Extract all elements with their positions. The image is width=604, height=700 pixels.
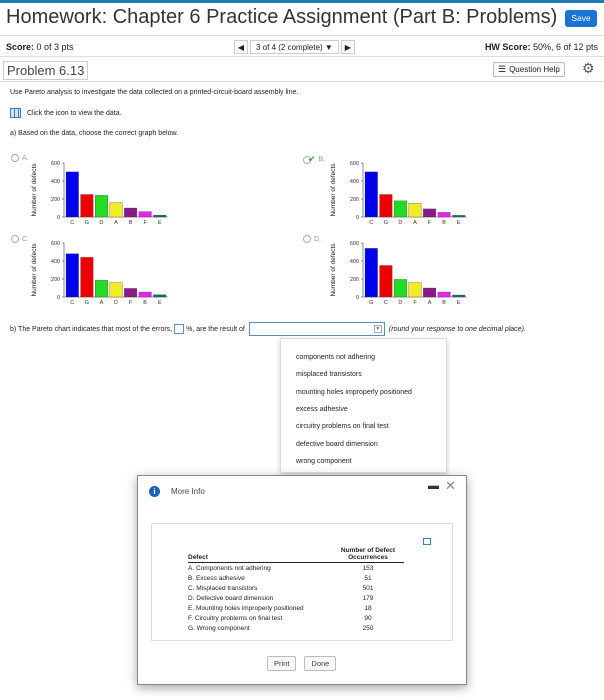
dialog-title: More Info: [171, 487, 205, 496]
x-tick-label: F: [143, 220, 147, 226]
table-row: E. Mounting holes improperly positioned 18: [188, 605, 372, 612]
y-axis-label: Number of defects: [330, 163, 337, 217]
option-c-radio[interactable]: C.: [11, 235, 29, 243]
x-tick-label: C: [70, 300, 75, 306]
bar-A: [409, 203, 422, 217]
dropdown-option[interactable]: excess adhesive: [296, 406, 348, 413]
x-tick-label: F: [427, 220, 432, 226]
option-d-radio[interactable]: D.: [303, 235, 321, 243]
bar-B: [124, 208, 137, 217]
bar-A: [423, 288, 436, 297]
more-info-dialog: [137, 475, 467, 685]
data-table-panel: [151, 523, 453, 641]
save-button[interactable]: Save: [565, 10, 597, 27]
previous-question-button[interactable]: ◀: [234, 40, 248, 54]
score: Score: 0 of 3 pts: [6, 42, 74, 52]
y-tick-label: 400: [349, 259, 359, 265]
bar-F: [124, 288, 137, 297]
y-tick-label: 0: [56, 295, 60, 301]
cause-dropdown[interactable]: [249, 322, 385, 336]
x-tick-label: A: [114, 220, 118, 226]
next-question-button[interactable]: ▶: [341, 40, 355, 54]
bar-C: [66, 172, 79, 217]
checkmark-icon: ✔: [308, 154, 316, 164]
hw-score: HW Score: 50%, 6 of 12 pts: [484, 42, 598, 52]
x-tick-label: C: [70, 220, 75, 226]
y-tick-label: 400: [349, 179, 359, 185]
dialog-buttons: [267, 656, 336, 671]
y-tick-label: 600: [349, 241, 359, 247]
y-tick-label: 600: [50, 161, 60, 167]
option-b-radio[interactable]: ✔ B.: [303, 154, 325, 165]
bar-E: [452, 295, 465, 297]
bar-E: [452, 215, 465, 217]
radio-button[interactable]: [11, 154, 19, 162]
bar-F: [423, 209, 436, 217]
x-tick-label: F: [413, 300, 417, 306]
x-tick-label: A: [99, 300, 104, 306]
x-tick-label: G: [383, 220, 388, 226]
pareto-chart-a: [30, 155, 170, 227]
y-tick-label: 200: [50, 277, 60, 283]
bar-G: [81, 195, 94, 218]
x-tick-label: G: [84, 300, 89, 306]
bar-F: [139, 212, 152, 217]
table-row: F. Circuitry problems on final test 90: [188, 615, 372, 622]
column-header-defect: Defect: [188, 554, 208, 561]
page-title: Homework: Chapter 6 Practice Assignment (Part B: Problems): [6, 6, 558, 28]
chart-svg: [30, 155, 170, 227]
defect-table: [188, 547, 404, 634]
x-tick-label: A: [413, 220, 417, 226]
table-row: D. Defective board dimension 179: [188, 595, 374, 602]
bar-E: [153, 295, 166, 297]
y-axis-label: Number of defects: [330, 243, 337, 297]
x-tick-label: E: [456, 300, 461, 306]
column-header-count: Number of Defect Occurrences: [340, 547, 396, 561]
option-a-radio[interactable]: A.: [11, 154, 29, 162]
x-tick-label: B: [442, 300, 446, 306]
top-accent-bar: [0, 0, 604, 3]
x-tick-label: D: [398, 220, 403, 226]
dropdown-option[interactable]: mounting holes improperly positioned: [296, 389, 412, 396]
y-axis-label: Number of defects: [31, 243, 38, 297]
x-tick-label: E: [456, 220, 461, 226]
bar-C: [66, 254, 79, 297]
y-tick-label: 200: [50, 197, 60, 203]
x-tick-label: E: [157, 300, 162, 306]
percent-input[interactable]: [174, 324, 184, 334]
y-tick-label: 200: [349, 197, 359, 203]
y-tick-label: 0: [355, 295, 359, 301]
table-row: A. Components not adhering 153: [188, 565, 374, 572]
bar-B: [139, 292, 152, 297]
bar-E: [153, 215, 166, 217]
x-tick-label: B: [143, 300, 147, 306]
chart-svg: [329, 155, 469, 227]
view-data-row: Click the icon to view the data.: [10, 108, 122, 118]
list-icon: ☰: [498, 64, 507, 74]
bar-C: [365, 172, 378, 217]
info-icon: i: [149, 486, 160, 497]
problem-header: [0, 58, 604, 82]
table-row: G. Wrong component 250: [188, 625, 374, 632]
bar-F: [409, 283, 422, 297]
y-tick-label: 600: [349, 161, 359, 167]
pareto-chart-d: [329, 235, 469, 307]
x-tick-label: D: [114, 300, 118, 306]
x-tick-label: C: [383, 300, 388, 306]
dropdown-option[interactable]: misplaced transistors: [296, 371, 362, 378]
bar-G: [380, 195, 393, 218]
y-tick-label: 600: [50, 241, 60, 247]
x-tick-label: E: [157, 220, 162, 226]
bar-G: [365, 248, 378, 297]
y-axis-label: Number of defects: [31, 163, 38, 217]
x-tick-label: F: [128, 300, 133, 306]
dropdown-option[interactable]: defective board dimension: [296, 441, 378, 448]
y-tick-label: 200: [349, 277, 359, 283]
close-icon[interactable]: ✕: [445, 478, 456, 493]
gear-icon[interactable]: ⚙: [582, 60, 595, 76]
table-row: C. Misplaced transistors 501: [188, 585, 374, 592]
chevron-down-icon[interactable]: ▼: [375, 326, 381, 332]
bar-G: [81, 257, 94, 297]
dropdown-option[interactable]: components not adhering: [296, 354, 375, 361]
dropdown-option[interactable]: wrong component: [296, 458, 352, 465]
score-bar: [0, 35, 604, 57]
cause-dropdown-menu: [280, 338, 447, 473]
minimize-icon[interactable]: ▬: [428, 480, 439, 492]
x-tick-label: D: [398, 300, 403, 306]
copy-icon[interactable]: [423, 538, 431, 545]
bar-D: [394, 279, 407, 297]
chart-svg: [329, 235, 469, 307]
bar-D: [394, 201, 407, 217]
y-tick-label: 400: [50, 179, 60, 185]
bar-B: [438, 292, 451, 297]
instructions: Use Pareto analysis to investigate the data collected on a printed-circuit-board assembly line.: [10, 89, 299, 96]
y-tick-label: 400: [50, 259, 60, 265]
chart-svg: [30, 235, 170, 307]
print-button[interactable]: Print: [267, 656, 296, 671]
bar-A: [110, 203, 123, 217]
pareto-chart-b: [329, 155, 469, 227]
x-tick-label: C: [369, 220, 374, 226]
part-a-question: a) Based on the data, choose the correct graph below.: [10, 130, 179, 137]
bar-D: [95, 195, 108, 217]
problem-title: Problem 6.13: [3, 61, 88, 80]
x-tick-label: A: [427, 300, 432, 306]
y-tick-label: 0: [56, 215, 60, 221]
data-table-icon[interactable]: [10, 108, 21, 118]
bar-A: [95, 280, 108, 297]
dropdown-option[interactable]: circuitry problems on final test: [296, 423, 389, 430]
bar-B: [438, 212, 451, 217]
x-tick-label: B: [128, 220, 133, 226]
bar-D: [110, 283, 123, 297]
question-pager: [234, 39, 355, 55]
table-header: [188, 547, 404, 561]
bar-C: [380, 266, 393, 298]
y-tick-label: 0: [355, 215, 359, 221]
done-button[interactable]: Done: [304, 656, 336, 671]
x-tick-label: B: [442, 220, 446, 226]
question-selector[interactable]: 3 of 4 (2 complete) ▼: [250, 40, 339, 54]
question-help-button[interactable]: ☰ Question Help: [493, 62, 565, 77]
x-tick-label: G: [84, 220, 89, 226]
table-row: B. Excess adhesive 51: [188, 575, 372, 582]
x-tick-label: G: [369, 300, 374, 306]
radio-button[interactable]: [303, 235, 311, 243]
radio-button[interactable]: [11, 235, 19, 243]
part-b-question: b) The Pareto chart indicates that most of the errors, %, are the result of ▼ (round your response to one decimal place).: [10, 322, 526, 336]
x-tick-label: D: [99, 220, 104, 226]
pareto-chart-c: [30, 235, 170, 307]
